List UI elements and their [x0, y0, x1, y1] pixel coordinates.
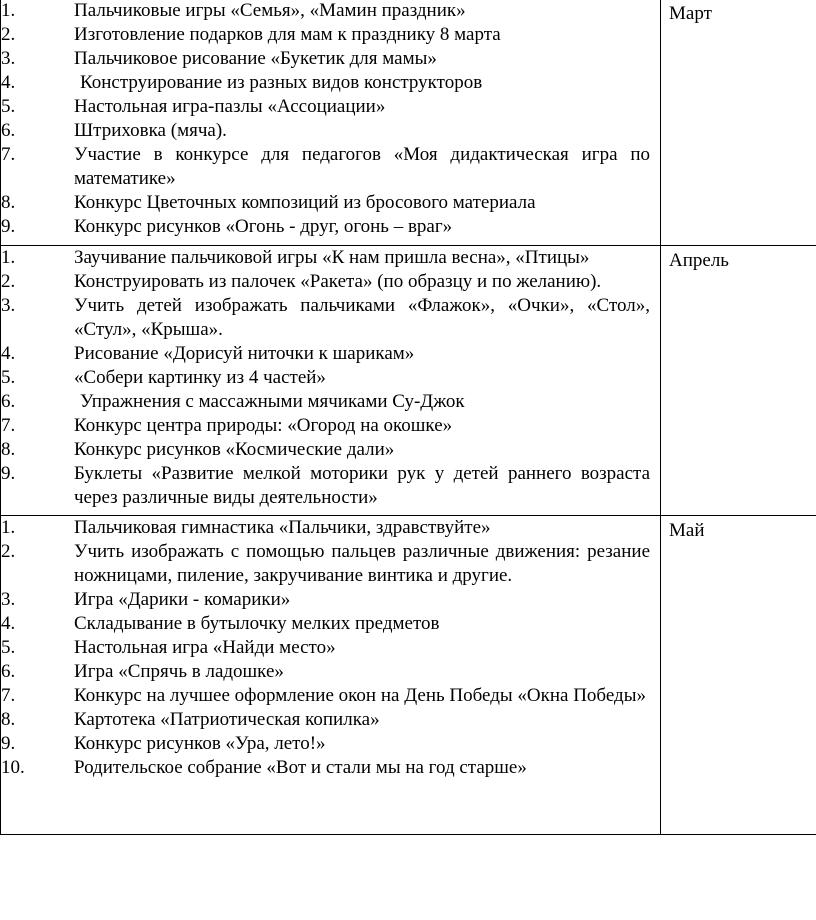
list-item — [1, 143, 660, 191]
item-number: 8. — [1, 439, 16, 460]
item-number: 10. — [1, 757, 25, 778]
list-item — [1, 270, 660, 294]
item-number: 5. — [1, 367, 16, 388]
list-item — [1, 438, 660, 462]
item-number: 4. — [1, 613, 16, 634]
month-cell-april — [661, 246, 816, 516]
item-text: Складывание в бутылочку мелких предметов — [74, 613, 440, 634]
month-label: Май — [669, 520, 705, 541]
list-item — [1, 366, 660, 390]
list-item — [1, 191, 660, 215]
item-text: Учить изображать с помощью пальцев различные движения: резание ножницами, пиление, закручивание винтика и другие. — [74, 541, 650, 586]
list-item — [1, 47, 660, 71]
list-item — [1, 660, 660, 684]
item-number: 4. — [1, 72, 16, 93]
activity-list-may — [1, 516, 660, 780]
item-number: 9. — [1, 463, 16, 484]
item-text: Пальчиковое рисование «Букетик для мамы» — [74, 48, 437, 69]
list-item — [1, 516, 660, 540]
item-text: Настольная игра «Найди место» — [74, 637, 336, 658]
item-number: 8. — [1, 709, 16, 730]
list-item — [1, 540, 660, 588]
month-cell-may — [661, 516, 816, 835]
item-text: «Собери картинку из 4 частей» — [74, 367, 326, 388]
item-text: Пальчиковая гимнастика «Пальчики, здравствуйте» — [74, 517, 491, 538]
item-text: Штриховка (мяча). — [74, 120, 227, 141]
item-number: 2. — [1, 271, 16, 292]
item-number: 5. — [1, 96, 16, 117]
list-item — [1, 0, 660, 23]
list-item — [1, 246, 660, 270]
list-item — [1, 294, 660, 342]
month-label: Март — [669, 3, 712, 24]
item-number: 7. — [1, 415, 16, 436]
item-text: Настольная игра-пазлы «Ассоциации» — [74, 96, 386, 117]
list-item — [1, 732, 660, 756]
item-number: 7. — [1, 685, 16, 706]
activities-cell-april — [1, 246, 661, 516]
item-number: 6. — [1, 391, 16, 412]
item-number: 3. — [1, 295, 16, 316]
item-text: Упражнения с массажными мячиками Су-Джок — [80, 391, 465, 412]
item-number: 6. — [1, 661, 16, 682]
month-label: Апрель — [669, 250, 729, 271]
item-number: 8. — [1, 192, 16, 213]
item-text: Картотека «Патриотическая копилка» — [74, 709, 380, 730]
item-text: Конкурс рисунков «Ура, лето!» — [74, 733, 326, 754]
item-text: Конкурс рисунков «Огонь - друг, огонь – враг» — [74, 216, 453, 237]
item-text: Конструирование из разных видов конструкторов — [80, 72, 483, 93]
item-text: Конкурс центра природы: «Огород на окошке» — [74, 415, 453, 436]
list-item — [1, 708, 660, 732]
item-text: Конструировать из палочек «Ракета» (по образцу и по желанию). — [74, 271, 602, 292]
item-number: 1. — [1, 247, 16, 268]
list-item — [1, 462, 660, 510]
item-number: 9. — [1, 733, 16, 754]
list-item — [1, 636, 660, 660]
activities-cell-may — [1, 516, 661, 835]
item-text: Игра «Дарики - комарики» — [74, 589, 291, 610]
item-number: 3. — [1, 589, 16, 610]
month-cell-march — [661, 0, 816, 246]
list-item — [1, 342, 660, 366]
activity-list-march — [1, 0, 660, 239]
list-item — [1, 414, 660, 438]
item-number: 1. — [1, 0, 16, 21]
list-item — [1, 95, 660, 119]
item-text: Рисование «Дорисуй ниточки к шарикам» — [74, 343, 415, 364]
table-row-may — [1, 516, 816, 835]
item-number: 4. — [1, 343, 16, 364]
item-number: 2. — [1, 541, 16, 562]
item-text: Конкурс рисунков «Космические дали» — [74, 439, 395, 460]
list-item — [1, 756, 660, 780]
item-text: Конкурс Цветочных композиций из бросового материала — [74, 192, 536, 213]
item-text: Буклеты «Развитие мелкой моторики рук у детей раннего возраста через различные виды деятельности» — [74, 463, 650, 508]
item-text: Пальчиковые игры «Семья», «Мамин праздник» — [74, 0, 466, 21]
item-number: 2. — [1, 24, 16, 45]
item-number: 9. — [1, 216, 16, 237]
item-number: 1. — [1, 517, 16, 538]
item-number: 6. — [1, 120, 16, 141]
item-text: Конкурс на лучшее оформление окон на День Победы «Окна Победы» — [74, 685, 646, 706]
list-item — [1, 390, 660, 414]
activity-list-april — [1, 246, 660, 510]
list-item — [1, 215, 660, 239]
list-item — [1, 612, 660, 636]
item-text: Заучивание пальчиковой игры «К нам пришла весна», «Птицы» — [74, 247, 590, 268]
item-text: Изготовление подарков для мам к празднику 8 марта — [74, 24, 501, 45]
table-row-april — [1, 246, 816, 516]
item-text: Участие в конкурсе для педагогов «Моя дидактическая игра по математике» — [74, 144, 650, 189]
list-item — [1, 71, 660, 95]
list-item — [1, 23, 660, 47]
list-item — [1, 588, 660, 612]
item-text: Родительское собрание «Вот и стали мы на год старше» — [74, 757, 527, 778]
item-number: 5. — [1, 637, 16, 658]
list-item — [1, 684, 660, 708]
item-number: 7. — [1, 144, 16, 165]
item-text: Учить детей изображать пальчиками «Флажок», «Очки», «Стол», «Стул», «Крыша». — [74, 295, 650, 340]
activities-cell-march — [1, 0, 661, 246]
item-number: 3. — [1, 48, 16, 69]
item-text: Игра «Спрячь в ладошке» — [74, 661, 284, 682]
list-item — [1, 119, 660, 143]
table-row-march — [1, 0, 816, 246]
